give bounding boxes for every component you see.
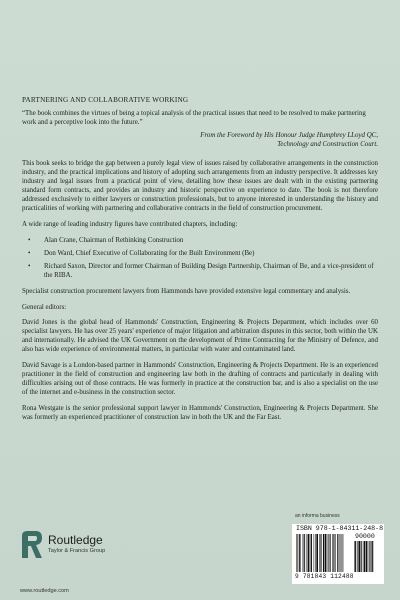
editor-bio-jones: David Jones is the global head of Hammonds' Construction, Engineering & Projects Department, which includes over 60 specialist lawyers. He has over 25 years' experience of major litigation and arbitration disputes in this sector, both within the UK and internationally. He advised the UK Government on the development of Prime Contracting for the Ministry of Defence, and also has wide experience of environmental matters, in particular with water and contaminated land. xyxy=(22,319,378,354)
contributors-list xyxy=(22,237,378,281)
back-cover-footer xyxy=(0,510,400,600)
bullet-icon: • xyxy=(28,249,31,257)
attribution-line-2: Technology and Construction Court. xyxy=(277,140,378,148)
back-cover-text xyxy=(22,96,378,430)
editor-bio-westgate: Rona Westgate is the senior professional support lawyer in Hammonds' Construction, Engineering & Projects Department. She was formerly an experienced practitioner of construction law in both the UK and the Far East. xyxy=(22,405,378,422)
book-description: This book seeks to bridge the gap between a purely legal view of issues raised by collaborative arrangements in the construction industry, and the practical implications and history of adopting such arrangements from an industry perspective. It addresses key industry and legal issues from a practical point of view, detailing how these issues are dealt with in the existing partnering standard form contracts, and provides an industry and historic perspective on experience to date. The book is not therefore addressed exclusively to either lawyers or construction professionals, but to anyone interested in understanding the history and practicalities of working with partnering and collaborative contracts in the field of construction procurement. xyxy=(22,159,378,212)
bullet-icon: • xyxy=(28,236,31,244)
price-code: 90000 xyxy=(355,533,375,540)
editor-bio-savage: David Savage is a London-based partner in Hammonds' Construction, Engineering & Projects Department. He is an experienced practitioner in the field of construction and engineering law both in the drafting of contracts and particularly in dealing with difficulties arising out of those contracts. He was formerly in practice at the construction bar, and is also a specialist on the use of the internet and e-business in the construction sector. xyxy=(22,362,378,397)
editors-heading: General editors: xyxy=(22,303,67,311)
quote-attribution xyxy=(22,132,378,150)
isbn-text: ISBN 978-1-84311-248-8 xyxy=(296,525,384,532)
foreword-quote: “The book combines the virtues of being a topical analysis of the practical issues that need to be resolved to make partnering work and a perceptive look into the future.” xyxy=(22,110,366,126)
attribution-line-1: From the Foreword by His Honour Judge Humphrey LLoyd QC, xyxy=(200,131,378,139)
list-item: • Don Ward, Chief Executive of Collaborating for the Built Environment (Be) xyxy=(28,249,255,257)
contributors-intro: A wide range of leading industry figures have contributed chapters, including: xyxy=(22,220,238,228)
addon-barcode-icon xyxy=(354,541,380,572)
informa-note: an informa business xyxy=(295,513,340,519)
publisher-group: Taylor & Francis Group xyxy=(48,548,106,554)
barcode-number: 9 781843 112488 xyxy=(295,573,354,580)
bullet-icon: • xyxy=(28,262,31,270)
ean-barcode-icon xyxy=(296,534,352,572)
list-item: • Alan Crane, Chairman of Rethinking Construction xyxy=(28,236,184,244)
isbn-barcode xyxy=(292,524,384,584)
series-heading: PARTNERING AND COLLABORATIVE WORKING xyxy=(22,96,189,104)
publisher-name: Routledge xyxy=(48,533,103,547)
publisher-website: www.routledge.com xyxy=(20,588,69,594)
routledge-logo xyxy=(20,530,112,564)
specialist-note: Specialist construction procurement lawyers from Hammonds have provided extensive legal commentary and analysis. xyxy=(22,287,351,295)
list-item: • Richard Saxon, Director and former Chairman of Building Design Partnership, Chairman of Be, and a vice-president of the RIBA. xyxy=(28,262,374,279)
routledge-mark-icon xyxy=(20,530,44,560)
